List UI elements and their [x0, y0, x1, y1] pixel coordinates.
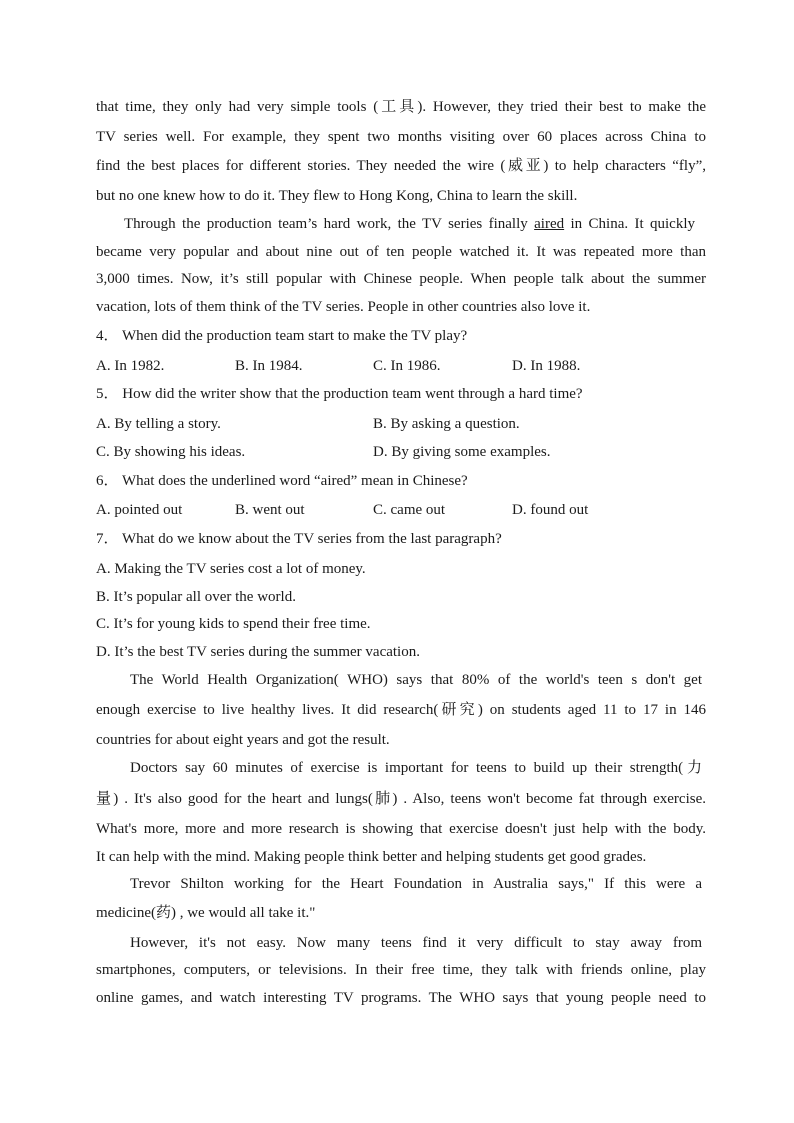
passage-line: 3,000 times. Now, it’s still popular with Chinese people. When people talk about the summer: [96, 271, 706, 287]
option-d: D. By giving some examples.: [373, 444, 551, 460]
paragraph-first-line: The World Health Organization( WHO) says that 80% of the world's teen s don't get: [130, 672, 702, 688]
passage-line: find the best places for different stories. They needed the wire (威亚) to help characters “fly”,: [96, 158, 706, 174]
passage-line: It can help with the mind. Making people think better and helping students get good grades.: [96, 849, 647, 865]
text-segment: Through the production team’s hard work, the TV series finally: [124, 216, 535, 232]
paragraph-first-line: [124, 214, 695, 234]
question-stem: 5． How did the writer show that the production team went through a hard time?: [96, 386, 583, 402]
option-b: B. It’s popular all over the world.: [96, 589, 296, 605]
question-stem: 6． What does the underlined word “aired” mean in Chinese?: [96, 473, 468, 489]
option-d: D. It’s the best TV series during the summer vacation.: [96, 644, 420, 660]
passage-line: medicine(药) , we would all take it.": [96, 905, 316, 921]
passage-line: countries for about eight years and got the result.: [96, 732, 390, 748]
text-segment: in China. It quickly: [564, 216, 696, 232]
option-d: D. In 1988.: [512, 358, 581, 374]
passage-line: enough exercise to live healthy lives. It did research(研究) on students aged 11 to 17 in 146: [96, 702, 706, 718]
option-c: C. By showing his ideas.: [96, 444, 246, 460]
passage-line: What's more, more and more research is showing that exercise doesn't just help with the body.: [96, 821, 706, 837]
option-a: A. By telling a story.: [96, 416, 221, 432]
option-a: A. pointed out: [96, 502, 183, 518]
option-a: A. Making the TV series cost a lot of money.: [96, 561, 366, 577]
option-c: C. came out: [373, 502, 446, 518]
option-b: B. By asking a question.: [373, 416, 520, 432]
question-stem: 4． When did the production team start to make the TV play?: [96, 328, 468, 344]
option-c: C. In 1986.: [373, 358, 441, 374]
option-b: B. In 1984.: [235, 358, 303, 374]
passage-line: but no one knew how to do it. They flew to Hong Kong, China to learn the skill.: [96, 188, 578, 204]
option-a: A. In 1982.: [96, 358, 165, 374]
passage-line: became very popular and about nine out of ten people watched it. It was repeated more than: [96, 244, 706, 260]
passage-line: that time, they only had very simple tools (工具). However, they tried their best to make the: [96, 99, 706, 115]
passage-line: smartphones, computers, or televisions. In their free time, they talk with friends online, play: [96, 962, 706, 978]
passage-line: TV series well. For example, they spent two months visiting over 60 places across China to: [96, 129, 706, 145]
passage-line: vacation, lots of them think of the TV series. People in other countries also love it.: [96, 299, 591, 315]
option-c: C. It’s for young kids to spend their free time.: [96, 616, 371, 632]
option-b: B. went out: [235, 502, 305, 518]
paragraph-first-line: However, it's not easy. Now many teens find it very difficult to stay away from: [130, 935, 702, 951]
paragraph-first-line: Trevor Shilton working for the Heart Foundation in Australia says," If this were a: [130, 876, 702, 892]
underlined-word-aired: aired: [534, 216, 565, 232]
paragraph-first-line: Doctors say 60 minutes of exercise is important for teens to build up their strength(力: [130, 760, 702, 776]
question-stem: 7． What do we know about the TV series from the last paragraph?: [96, 531, 502, 547]
option-d: D. found out: [512, 502, 589, 518]
passage-line: 量) . It's also good for the heart and lungs(肺) . Also, teens won't become fat through exercise.: [96, 791, 706, 807]
passage-line: online games, and watch interesting TV programs. The WHO says that young people need to: [96, 990, 706, 1006]
